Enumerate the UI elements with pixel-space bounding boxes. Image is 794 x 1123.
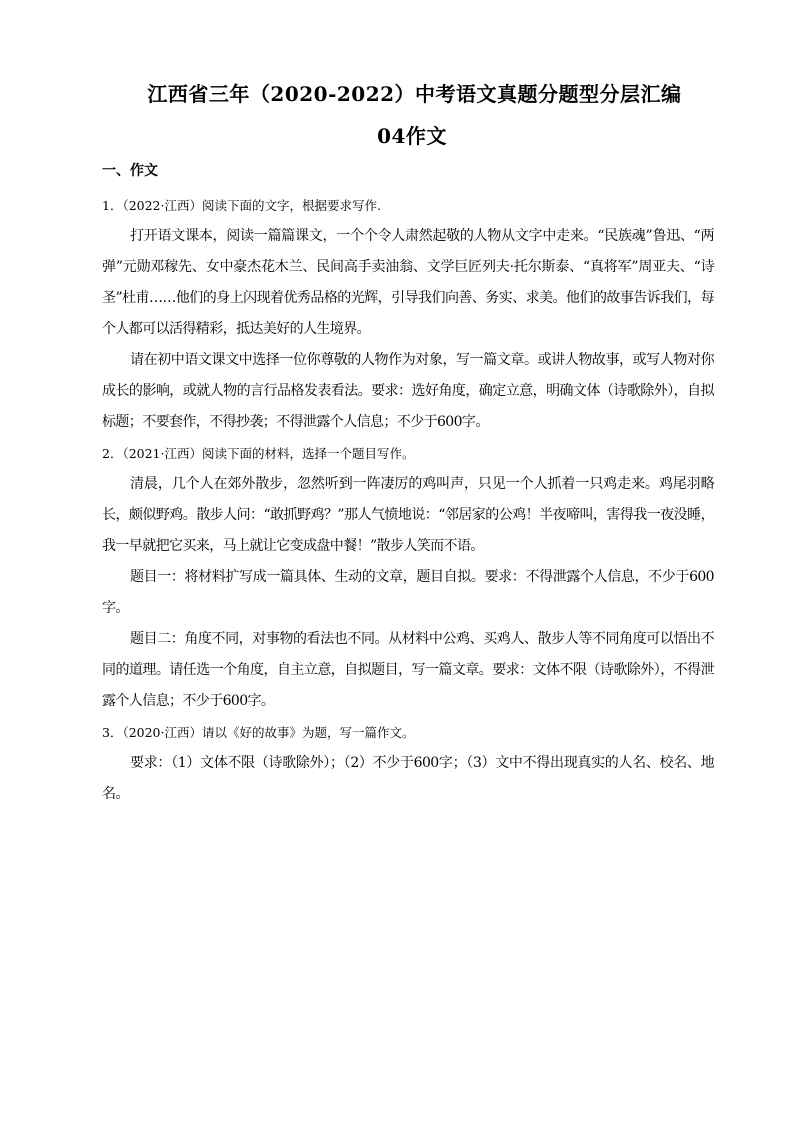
document-title: 江西省三年（2020-2022）中考语文真题分题型分层汇编 <box>147 82 682 106</box>
question-1-paragraph-2: 请在初中语文课文中选择一位你尊敬的人物作为对象，写一篇文章。或讲人物故事，或写人物对你成长的影响，或就人物的言行品格发表看法。要求：选好角度，确定立意，明确文体（诗歌除外），自拟标题；不要套作，不得抄袭；不得泄露个人信息；不少于600字。 <box>102 352 714 430</box>
document-subtitle: 04作文 <box>377 124 447 148</box>
document-body <box>102 190 714 810</box>
question-1-header: 1．（2022·江西）阅读下面的文字，根据要求写作. <box>102 198 381 213</box>
question-3-header: 3．（2020·江西）请以《好的故事》为题，写一篇作文。 <box>102 725 415 740</box>
question-1-paragraph-1: 打开语文课本，阅读一篇篇课文，一个个令人肃然起敬的人物从文字中走来。“民族魂”鲁迅、“两弹”元勋邓稼先、女中豪杰花木兰、民间高手卖油翁、文学巨匠列夫·托尔斯泰、“真将军”周亚夫、“诗圣”杜甫……他们的身上闪现着优秀品格的光辉，引导我们向善、务实、求美。他们的故事告诉我们，每个人都可以活得精彩，抵达美好的人生境界。 <box>102 228 714 337</box>
question-2-paragraph-1: 清晨，几个人在郊外散步，忽然听到一阵凄厉的鸡叫声，只见一个人抓着一只鸡走来。鸡尾羽略长，颇似野鸡。散步人问：“敢抓野鸡？”那人气愤地说：“邻居家的公鸡！半夜啼叫，害得我一夜没睡，我一早就把它买来，马上就让它变成盘中餐！”散步人笑而不语。 <box>102 476 714 554</box>
question-3-paragraph-1: 要求：（1）文体不限（诗歌除外）；（2）不少于600字；（3）文中不得出现真实的人名、校名、地名。 <box>102 755 714 802</box>
question-2-header: 2．（2021·江西）阅读下面的材料，选择一个题目写作。 <box>102 446 415 461</box>
question-2-paragraph-3: 题目二：角度不同，对事物的看法也不同。从材料中公鸡、买鸡人、散步人等不同角度可以悟出不同的道理。请任选一个角度，自主立意，自拟题目，写一篇文章。要求：文体不限（诗歌除外），不得泄露个人信息；不少于600字。 <box>102 631 714 709</box>
question-2-paragraph-2: 题目一：将材料扩写成一篇具体、生动的文章，题目自拟。要求：不得泄露个人信息，不少于600字。 <box>102 569 714 616</box>
section-heading: 一、作文 <box>102 163 158 179</box>
